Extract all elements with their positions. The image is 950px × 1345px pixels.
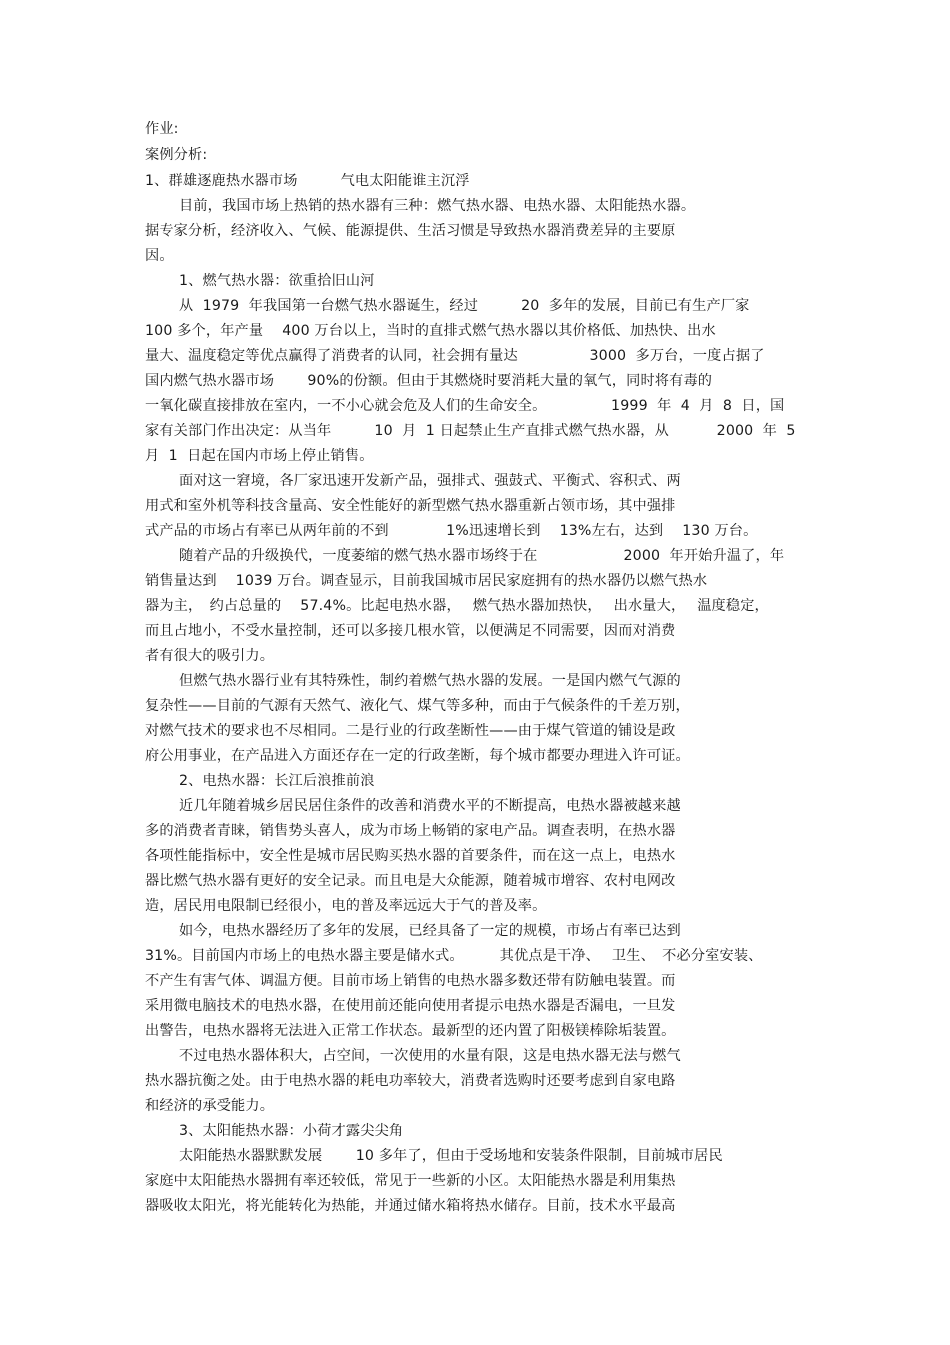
paragraph-line: 热水器抗衡之处。由于电热水器的耗电功率较大，消费者选购时还要考虑到自家电路	[145, 1073, 676, 1089]
paragraph-line: 量大、温度稳定等优点赢得了消费者的认同，社会拥有量达 3000 多万台，一度占据了	[145, 348, 765, 364]
paragraph-line: 复杂性——目前的气源有天然气、液化气、煤气等多种，而由于气候条件的千差万别，	[145, 698, 690, 714]
paragraph-line: 据专家分析，经济收入、气候、能源提供、生活习惯是导致热水器消费差异的主要原	[145, 223, 676, 239]
paragraph-line: 府公用事业，在产品进入方面还存在一定的行政垄断，每个城市都要办理进入许可证。	[145, 748, 690, 764]
paragraph-line: 面对这一窘境，各厂家迅速开发新产品，强排式、强鼓式、平衡式、容积式、两	[179, 473, 681, 489]
assignment-label: 作业:	[145, 121, 179, 137]
paragraph-line: 不过电热水器体积大，占空间，一次使用的水量有限，这是电热水器无法与燃气	[179, 1048, 681, 1064]
paragraph-line: 从 1979 年我国第一台燃气热水器诞生，经过 20 多年的发展，目前已有生产厂家	[179, 298, 750, 314]
paragraph-line: 器为主， 约占总量的 57.4%。比起电热水器， 燃气热水器加热快， 出水量大， 温度稳定，	[145, 598, 769, 614]
paragraph-line: 国内燃气热水器市场 90%的份额。但由于其燃烧时要消耗大量的氧气，同时将有毒的	[145, 373, 713, 389]
paragraph-line: 100 多个，年产量 400 万台以上，当时的直排式燃气热水器以其价格低、加热快、出水	[145, 323, 716, 339]
paragraph-line: 目前，我国市场上热销的热水器有三种：燃气热水器、电热水器、太阳能热水器。	[179, 198, 696, 214]
article-title: 1、群雄逐鹿热水器市场 气电太阳能谁主沉浮	[145, 173, 470, 189]
paragraph-line: 不产生有害气体、调温方便。目前市场上销售的电热水器多数还带有防触电装置。而	[145, 973, 676, 989]
paragraph-line: 器比燃气热水器有更好的安全记录。而且电是大众能源，随着城市增容、农村电网改	[145, 873, 676, 889]
paragraph-line: 各项性能指标中，安全性是城市居民购买热水器的首要条件，而在这一点上，电热水	[145, 848, 676, 864]
paragraph-line: 月 1 日起在国内市场上停止销售。	[145, 448, 374, 464]
paragraph-line: 家庭中太阳能热水器拥有率还较低，常见于一些新的小区。太阳能热水器是利用集热	[145, 1173, 676, 1189]
paragraph-line: 随着产品的升级换代，一度萎缩的燃气热水器市场终于在 2000 年开始升温了，年	[179, 548, 785, 564]
paragraph-line: 采用微电脑技术的电热水器，在使用前还能向使用者提示电热水器是否漏电，一旦发	[145, 998, 676, 1014]
paragraph-line: 器吸收太阳光，将光能转化为热能，并通过储水箱将热水储存。目前，技术水平最高	[145, 1198, 676, 1214]
paragraph-line: 家有关部门作出决定：从当年 10 月 1 日起禁止生产直排式燃气热水器，从 2000 年 5	[145, 423, 796, 439]
paragraph-line: 太阳能热水器默默发展 10 多年了，但由于受场地和安装条件限制，目前城市居民	[179, 1148, 723, 1164]
paragraph-line: 如今，电热水器经历了多年的发展，已经具备了一定的规模，市场占有率已达到	[179, 923, 681, 939]
section-heading-electric: 2、电热水器：长江后浪推前浪	[179, 773, 375, 789]
paragraph-line: 造，居民用电限制已经很小，电的普及率远远大于气的普及率。	[145, 898, 547, 914]
paragraph-line: 多的消费者青睐，销售势头喜人，成为市场上畅销的家电产品。调查表明，在热水器	[145, 823, 676, 839]
paragraph-line: 销售量达到 1039 万台。调查显示，目前我国城市居民家庭拥有的热水器仍以燃气热水	[145, 573, 708, 589]
paragraph-line: 而且占地小，不受水量控制，还可以多接几根水管，以便满足不同需要，因而对消费	[145, 623, 676, 639]
paragraph-line: 式产品的市场占有率已从两年前的不到 1%迅速增长到 13%左右，达到 130 万台。	[145, 523, 758, 539]
case-analysis-label: 案例分析:	[145, 147, 208, 163]
paragraph-line: 出警告，电热水器将无法进入正常工作状态。最新型的还内置了阳极镁棒除垢装置。	[145, 1023, 676, 1039]
section-heading-gas: 1、燃气热水器：欲重拾旧山河	[179, 273, 375, 289]
paragraph-line: 但燃气热水器行业有其特殊性，制约着燃气热水器的发展。一是国内燃气气源的	[179, 673, 681, 689]
paragraph-line: 用式和室外机等科技含量高、安全性能好的新型燃气热水器重新占领市场，其中强排	[145, 498, 676, 514]
paragraph-line: 因。	[145, 248, 174, 264]
paragraph-line: 一氧化碳直接排放在室内，一不小心就会危及人们的生命安全。 1999 年 4 月 8 日，国	[145, 398, 785, 414]
paragraph-line: 31%。目前国内市场上的电热水器主要是储水式。 其优点是干净、 卫生、 不必分室安装、	[145, 948, 763, 964]
paragraph-line: 和经济的承受能力。	[145, 1098, 275, 1114]
paragraph-line: 近几年随着城乡居民居住条件的改善和消费水平的不断提高，电热水器被越来越	[179, 798, 681, 814]
paragraph-line: 者有很大的吸引力。	[145, 648, 275, 664]
paragraph-line: 对燃气技术的要求也不尽相同。二是行业的行政垄断性——由于煤气管道的铺设是政	[145, 723, 676, 739]
section-heading-solar: 3、太阳能热水器：小荷才露尖尖角	[179, 1123, 404, 1139]
